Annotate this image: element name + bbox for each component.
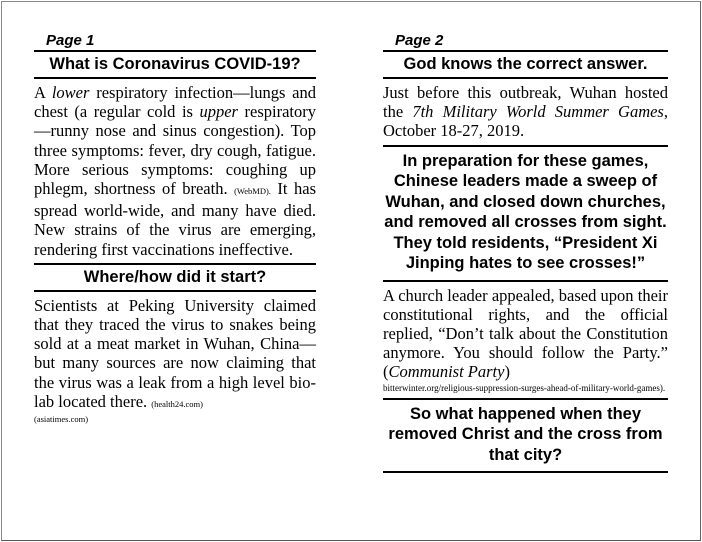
italic-event-name: 7th Military World Summer Games	[412, 102, 664, 122]
text-run: A church leader appealed, based upon their constitutional rights, and the official replied, “Don’t talk about the Constitution anymore. You should follow the Party.” (	[383, 285, 668, 382]
italic-word-upper: upper	[199, 102, 238, 122]
divider	[383, 471, 668, 473]
text-run: respiratory—runny nose and sinus congestion). Top three symptoms: fever, dry cough, fatigue. More serious symptoms: coughing up phlegm, shortness of breath.	[34, 102, 316, 199]
covid-description-paragraph	[34, 83, 316, 259]
divider	[383, 398, 668, 400]
heading-god-knows: God knows the correct answer.	[403, 55, 648, 73]
page-1-label: Page 1	[46, 32, 95, 49]
source-citation: (asiatimes.com)	[34, 414, 89, 425]
divider	[34, 290, 316, 292]
text-run: A	[34, 83, 52, 102]
text-run: It has spread world-wide, and many have died. New strains of the virus are emerging, rendering first vaccinations ineffective.	[34, 179, 316, 259]
divider	[383, 280, 668, 282]
closing-question: So what happened when they removed Christ and the cross from that city?	[388, 404, 663, 464]
italic-party-name: Communist Party	[388, 362, 505, 382]
page-1-column	[34, 32, 316, 424]
page-2-label: Page 2	[395, 32, 444, 49]
italic-word-lower: lower	[51, 83, 90, 102]
military-games-paragraph	[383, 83, 668, 141]
divider	[383, 50, 668, 52]
text-run: Scientists at Peking University claimed that they traced the virus to snakes being sold at a meat market in Wuhan, China—but many sources are now claiming that the virus was a leak from a high level bio-lab located there.	[34, 295, 316, 411]
origin-paragraph	[34, 296, 316, 414]
divider	[383, 145, 668, 147]
text-run: Just before this outbreak, Wuhan hosted the	[383, 83, 668, 122]
divider	[34, 77, 316, 79]
page-2-column	[383, 32, 668, 473]
text-run: )	[504, 362, 510, 382]
divider	[383, 77, 668, 79]
heading-where-did-it-start: Where/how did it start?	[83, 267, 267, 286]
page-frame	[1, 1, 701, 541]
source-citation: (WebMD).	[234, 186, 271, 197]
divider	[34, 263, 316, 265]
source-citation: (health24.com)	[151, 398, 203, 409]
church-leader-paragraph	[383, 286, 668, 382]
text-run: respiratory infection—lungs and chest (a regular cold is	[34, 83, 316, 122]
crosses-removed-statement: In preparation for these games, Chinese leaders made a sweep of Wuhan, and closed down churches, and removed all crosses from sight. They told residents, “President Xi Jinping hates to see crosses!”	[384, 151, 667, 273]
heading-what-is-covid: What is Coronavirus COVID-19?	[49, 55, 301, 73]
source-citation: bitterwinter.org/religious-suppression-surges-ahead-of-military-world-games).	[383, 382, 666, 393]
divider	[34, 50, 316, 52]
text-run: , October 18-27, 2019.	[383, 102, 668, 141]
